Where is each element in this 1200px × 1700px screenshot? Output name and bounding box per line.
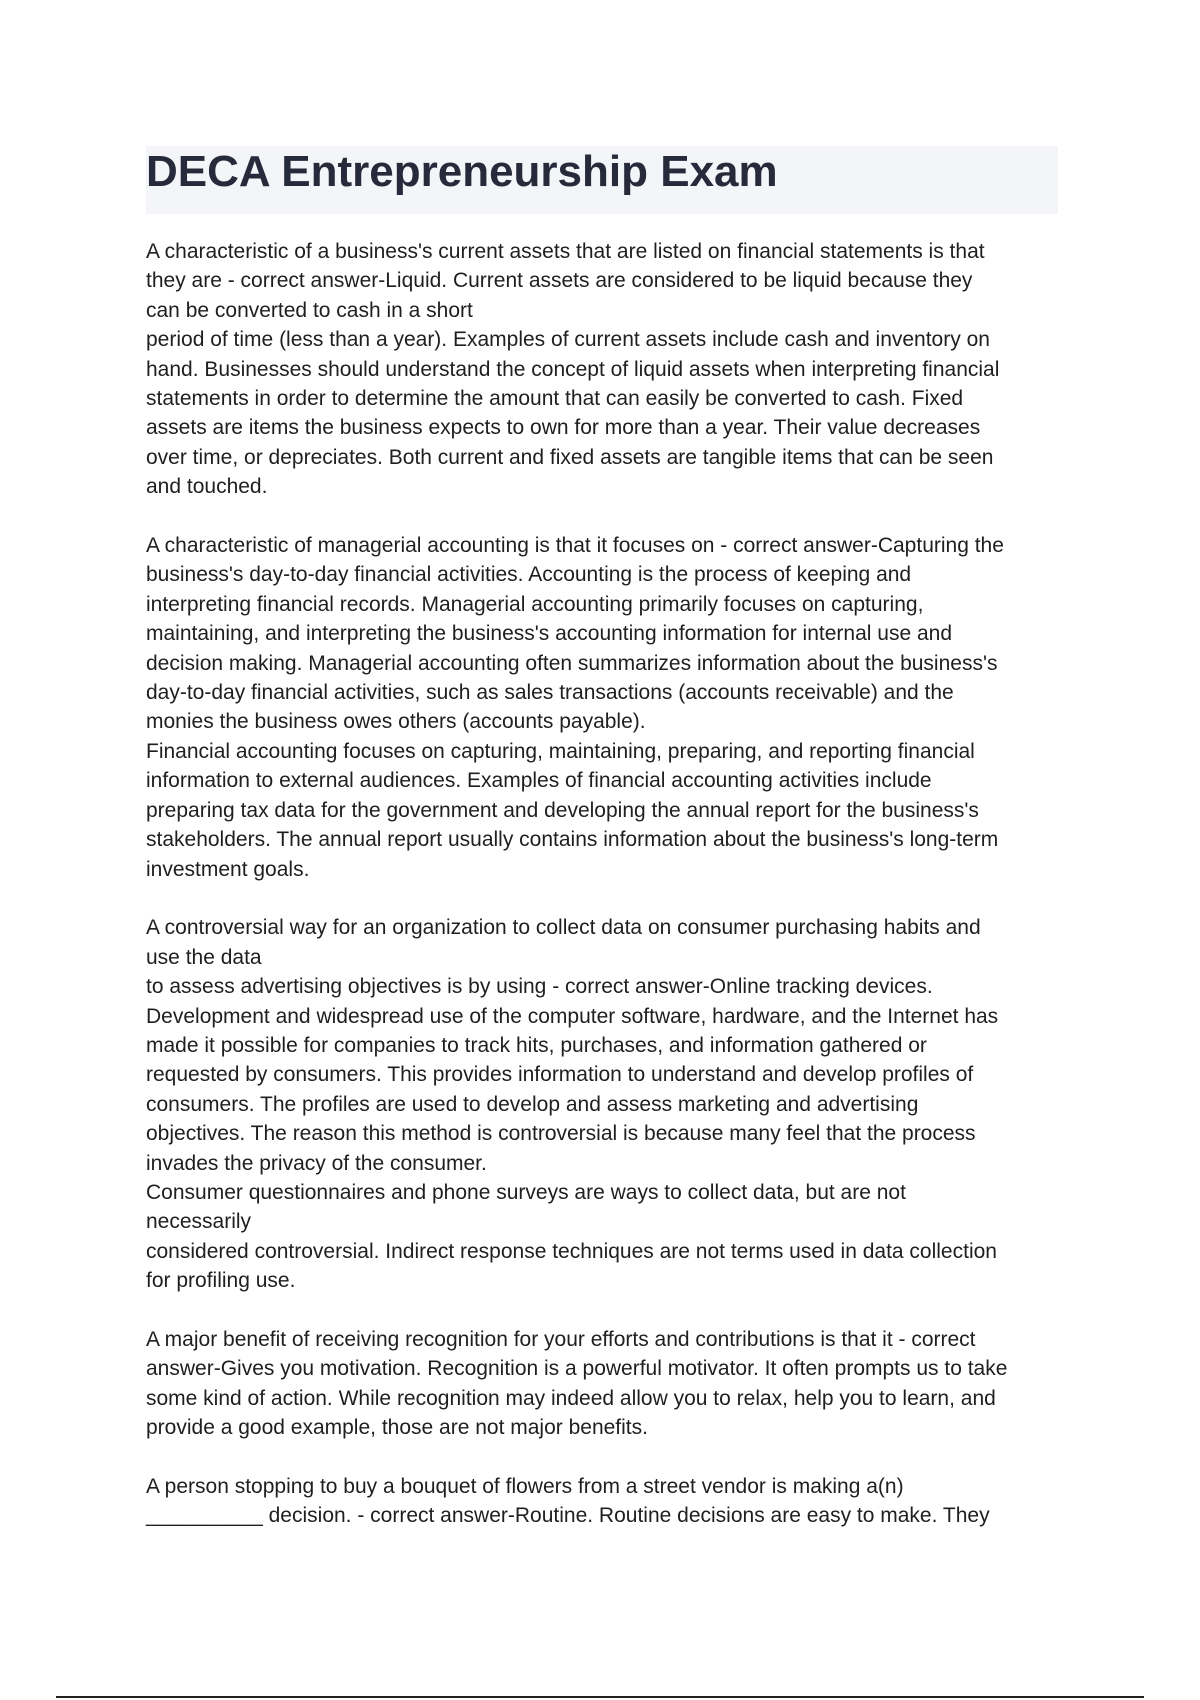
- text-line: A controversial way for an organization to collect data on consumer purchasing habits and: [146, 916, 981, 940]
- text-line: use the data: [146, 945, 262, 969]
- text-line: some kind of action. While recognition may indeed allow you to relax, help you to learn, and: [146, 1386, 996, 1410]
- text-line: decision making. Managerial accounting often summarizes information about the business's: [146, 651, 998, 675]
- page-title: DECA Entrepreneurship Exam: [146, 147, 778, 196]
- paragraph-recognition: [146, 1325, 1066, 1443]
- text-line: to assess advertising objectives is by using - correct answer-Online tracking devices.: [146, 975, 933, 999]
- text-line: necessarily: [146, 1210, 252, 1234]
- text-line: statements in order to determine the amount that can easily be converted to cash. Fixed: [146, 387, 964, 411]
- text-line: they are - correct answer-Liquid. Current assets are considered to be liquid because they: [146, 269, 973, 293]
- paragraph-routine-decision: [146, 1472, 1066, 1531]
- text-line: and touched.: [146, 475, 268, 499]
- text-line: requested by consumers. This provides information to understand and develop profiles of: [146, 1063, 974, 1087]
- text-line: business's day-to-day financial activities. Accounting is the process of keeping and: [146, 563, 912, 587]
- text-line: objectives. The reason this method is controversial is because many feel that the process: [146, 1122, 976, 1146]
- text-line: made it possible for companies to track hits, purchases, and information gathered or: [146, 1033, 927, 1057]
- text-line: A characteristic of a business's current assets that are listed on financial statements is that: [146, 240, 985, 263]
- text-line: for profiling use.: [146, 1269, 296, 1293]
- text-line: consumers. The profiles are used to develop and assess marketing and advertising: [146, 1092, 919, 1116]
- text-line: stakeholders. The annual report usually contains information about the business's long-term: [146, 828, 999, 852]
- text-line: hand. Businesses should understand the concept of liquid assets when interpreting financial: [146, 357, 1000, 381]
- text-line: A characteristic of managerial accounting is that it focuses on - correct answer-Capturing the: [146, 534, 1004, 558]
- paragraph-current-assets: [146, 237, 1066, 502]
- text-line: preparing tax data for the government and developing the annual report for the business's: [146, 798, 979, 822]
- text-line: period of time (less than a year). Examples of current assets include cash and inventory on: [146, 328, 990, 352]
- text-line: answer-Gives you motivation. Recognition is a powerful motivator. It often prompts us to take: [146, 1357, 1008, 1381]
- text-line: Consumer questionnaires and phone surveys are ways to collect data, but are not: [146, 1180, 906, 1204]
- text-line: Financial accounting focuses on capturing, maintaining, preparing, and reporting financial: [146, 739, 975, 763]
- page-bottom-divider: [56, 1696, 1144, 1698]
- text-line: maintaining, and interpreting the business's accounting information for internal use and: [146, 622, 952, 646]
- text-line: invades the privacy of the consumer.: [146, 1151, 487, 1175]
- text-line: investment goals.: [146, 857, 310, 881]
- text-line: monies the business owes others (accounts payable).: [146, 710, 646, 734]
- text-line: over time, or depreciates. Both current and fixed assets are tangible items that can be seen: [146, 445, 994, 469]
- paragraph-managerial-accounting: [146, 531, 1066, 884]
- text-line: day-to-day financial activities, such as sales transactions (accounts receivable) and the: [146, 681, 954, 705]
- text-line: assets are items the business expects to own for more than a year. Their value decreases: [146, 416, 981, 440]
- text-line: interpreting financial records. Managerial accounting primarily focuses on capturing,: [146, 592, 924, 616]
- paragraph-consumer-data: [146, 913, 1066, 1295]
- text-line: provide a good example, those are not major benefits.: [146, 1416, 648, 1440]
- text-line: Development and widespread use of the computer software, hardware, and the Internet has: [146, 1004, 999, 1028]
- document-body: [146, 237, 1066, 1560]
- text-line: A person stopping to buy a bouquet of flowers from a street vendor is making a(n): [146, 1475, 904, 1498]
- text-line: considered controversial. Indirect response techniques are not terms used in data collection: [146, 1239, 997, 1263]
- text-line: __________ decision. - correct answer-Routine. Routine decisions are easy to make. They: [146, 1504, 990, 1528]
- text-line: can be converted to cash in a short: [146, 298, 473, 322]
- text-line: information to external audiences. Examples of financial accounting activities include: [146, 769, 932, 793]
- text-line: A major benefit of receiving recognition for your efforts and contributions is that it - correct: [146, 1327, 976, 1351]
